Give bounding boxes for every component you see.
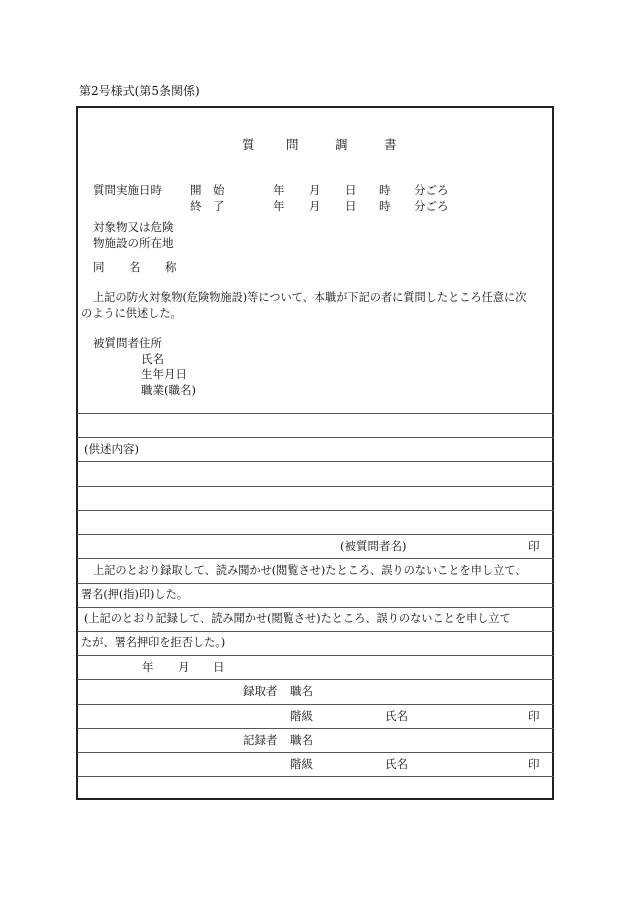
date-month: 月 — [178, 660, 190, 674]
respondent-seal: 印 — [528, 539, 540, 553]
location-label-line2: 物施設の所在地 — [93, 236, 174, 250]
rule — [77, 486, 554, 487]
rule — [77, 510, 554, 511]
start-hour: 時 — [379, 183, 391, 197]
rule — [77, 631, 554, 632]
recorder2-name: 氏名 — [385, 757, 408, 771]
rule — [77, 752, 554, 753]
name-label-char-2: 名 — [129, 260, 141, 274]
recorder2-post: 職名 — [290, 733, 313, 747]
end-label: 終 了 — [190, 199, 225, 213]
confirm1-line2: 署名(押(指)印)した。 — [81, 588, 188, 601]
rule — [77, 704, 554, 705]
end-year: 年 — [273, 199, 285, 213]
statement-label: (供述内容) — [84, 442, 139, 456]
recorder1-name: 氏名 — [385, 709, 408, 723]
date-day: 日 — [213, 660, 225, 674]
confirm2-line1: (上記のとおり記録して、読み聞かせ(閲覧させ)たところ、誤りのないことを申し立て — [84, 612, 511, 625]
recorder1-seal: 印 — [528, 709, 540, 723]
rule — [77, 461, 554, 462]
respondent-name-label: (被質問者名) — [340, 539, 407, 553]
end-day: 日 — [345, 199, 357, 213]
recorder1-post: 職名 — [290, 684, 313, 698]
respondent-occupation: 職業(職名) — [141, 383, 196, 397]
recorder2-role: 記録者 — [243, 733, 278, 747]
rule — [77, 655, 554, 656]
datetime-label: 質問実施日時 — [93, 183, 162, 197]
confirm2-line2: たが、署名押印を拒否した。) — [81, 636, 226, 649]
start-month: 月 — [309, 183, 321, 197]
rule — [77, 534, 554, 535]
end-month: 月 — [309, 199, 321, 213]
end-hour: 時 — [379, 199, 391, 213]
start-day: 日 — [345, 183, 357, 197]
start-year: 年 — [273, 183, 285, 197]
rule — [77, 437, 554, 438]
title-char-1: 質 — [242, 137, 255, 152]
title-char-2: 問 — [286, 137, 299, 152]
date-year: 年 — [142, 660, 154, 674]
respondent-name: 氏名 — [141, 352, 164, 366]
start-label: 開 始 — [190, 183, 225, 197]
form-label: 第2号様式(第5条関係) — [79, 84, 200, 98]
intro-line1: 上記の防火対象物(危険物施設)等について、本職が下記の者に質問したところ任意に次 — [93, 291, 527, 304]
start-minute: 分ごろ — [414, 183, 449, 197]
intro-line2: のように供述した。 — [81, 307, 182, 320]
rule — [77, 607, 554, 608]
location-label-line1: 対象物又は危険 — [93, 220, 174, 234]
rule — [77, 583, 554, 584]
respondent-birthdate: 生年月日 — [141, 367, 187, 381]
confirm1-line1: 上記のとおり録取して、読み聞かせ(閲覧させ)たところ、誤りのないことを申し立て、 — [93, 564, 527, 577]
recorder1-role: 録取者 — [243, 684, 278, 698]
rule — [77, 413, 554, 414]
rule — [77, 558, 554, 559]
recorder1-rank: 階級 — [290, 709, 313, 723]
recorder2-rank: 階級 — [290, 757, 313, 771]
title-char-3: 調 — [335, 137, 348, 152]
rule — [77, 728, 554, 729]
respondent-address: 被質問者住所 — [93, 336, 162, 350]
name-label-char-3: 称 — [165, 260, 177, 274]
name-label-char-1: 同 — [93, 260, 105, 274]
end-minute: 分ごろ — [414, 199, 449, 213]
rule — [77, 679, 554, 680]
title-char-4: 書 — [384, 137, 397, 152]
rule — [77, 776, 554, 777]
recorder2-seal: 印 — [528, 757, 540, 771]
